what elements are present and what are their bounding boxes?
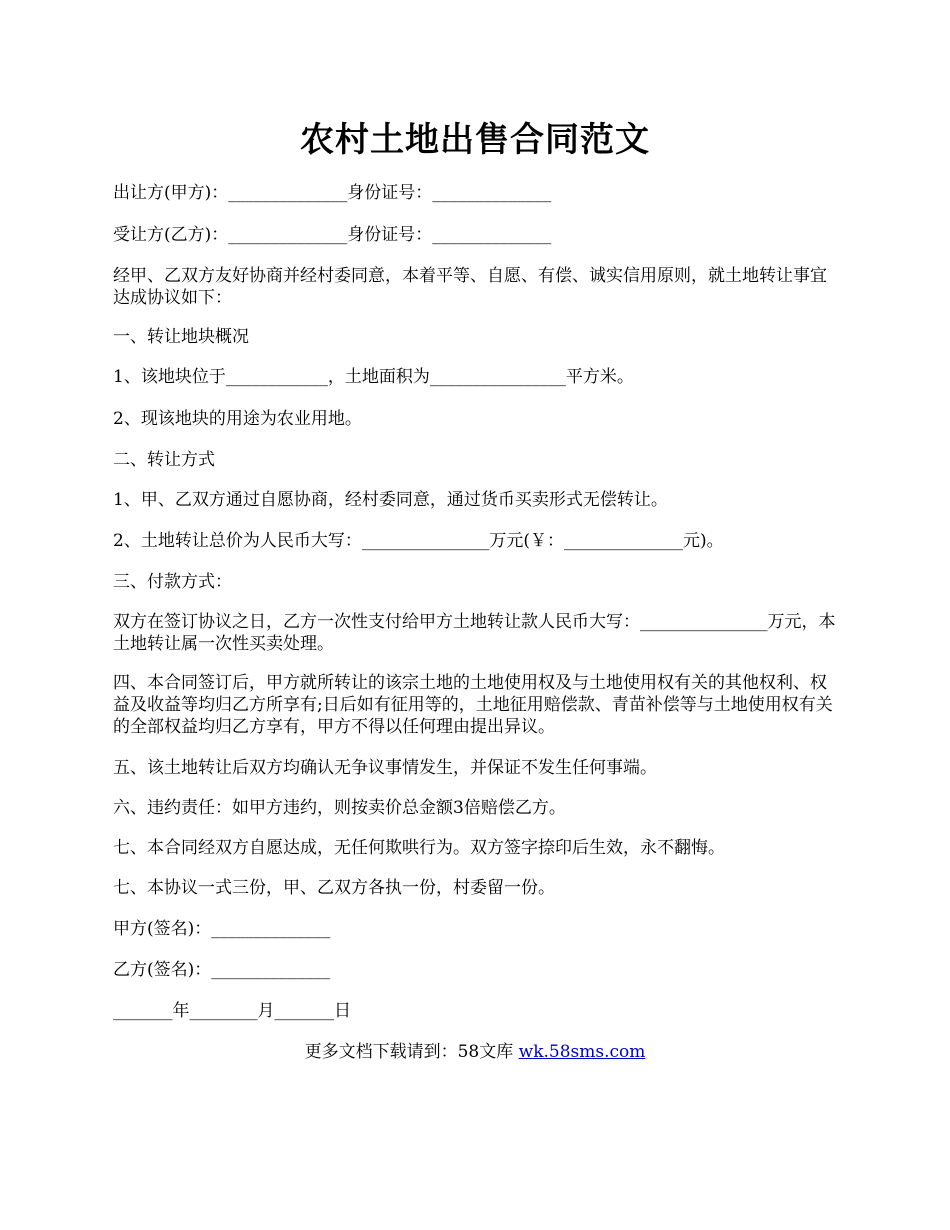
footer-text: 更多文档下载请到：58文库: [304, 1042, 514, 1062]
clause-paragraph: 六、违约责任：如甲方违约，则按卖价总金额3倍赔偿乙方。: [113, 798, 566, 818]
clause-paragraph: 五、该土地转让后双方均确认无争议事情发生，并保证不发生任何事端。: [113, 758, 657, 778]
intro-paragraph: 经甲、乙双方友好协商并经村委同意，本着平等、自愿、有偿、诚实信用原则，就土地转让事宜达成协议如下：: [113, 266, 827, 308]
clause-paragraph: 1、甲、乙双方通过自愿协商，经村委同意，通过货币买卖形式无偿转让。: [113, 490, 668, 510]
clause-paragraph: 七、本合同经双方自愿达成，无任何欺哄行为。双方签字捺印后生效，永不翻悔。: [113, 838, 725, 858]
party-b-line: 受让方(乙方)：______________身份证号：______________: [113, 225, 552, 245]
clause-paragraph: 2、现该地块的用途为农业用地。: [113, 409, 362, 429]
page-title: 农村土地出售合同范文: [300, 120, 650, 160]
section-heading: 一、转让地块概况: [113, 327, 249, 347]
footer-link[interactable]: wk.58sms.com: [518, 1042, 646, 1062]
clause-paragraph: 双方在签订协议之日，乙方一次性支付给甲方土地转让款人民币大写：_______________万元，本土地转让属一次性买卖处理。: [113, 612, 836, 654]
section-heading: 三、付款方式：: [113, 572, 232, 592]
party-a-line: 出让方(甲方)：______________身份证号：______________: [113, 183, 552, 203]
signature-party-b: 乙方(签名)：______________: [113, 960, 331, 980]
date-line: _______年________月_______日: [113, 1001, 351, 1021]
signature-party-a: 甲方(签名)：______________: [113, 919, 331, 939]
clause-paragraph: 七、本协议一式三份，甲、乙双方各执一份，村委留一份。: [113, 878, 555, 898]
clause-paragraph: 2、土地转让总价为人民币大写：_______________万元(￥：______________元)。: [113, 531, 724, 551]
section-heading: 二、转让方式: [113, 450, 215, 470]
clause-paragraph: 四、本合同签订后，甲方就所转让的该宗土地的土地使用权及与土地使用权有关的其他权利、权益及收益等均归乙方所享有;日后如有征用等的，土地征用赔偿款、青苗补偿等与土地使用权有关的全部权益均归乙方享有，甲方不得以任何理由提出异议。: [113, 673, 833, 737]
footer: [0, 1041, 950, 1063]
clause-paragraph: 1、该地块位于____________，土地面积为________________平方米。: [113, 367, 634, 387]
